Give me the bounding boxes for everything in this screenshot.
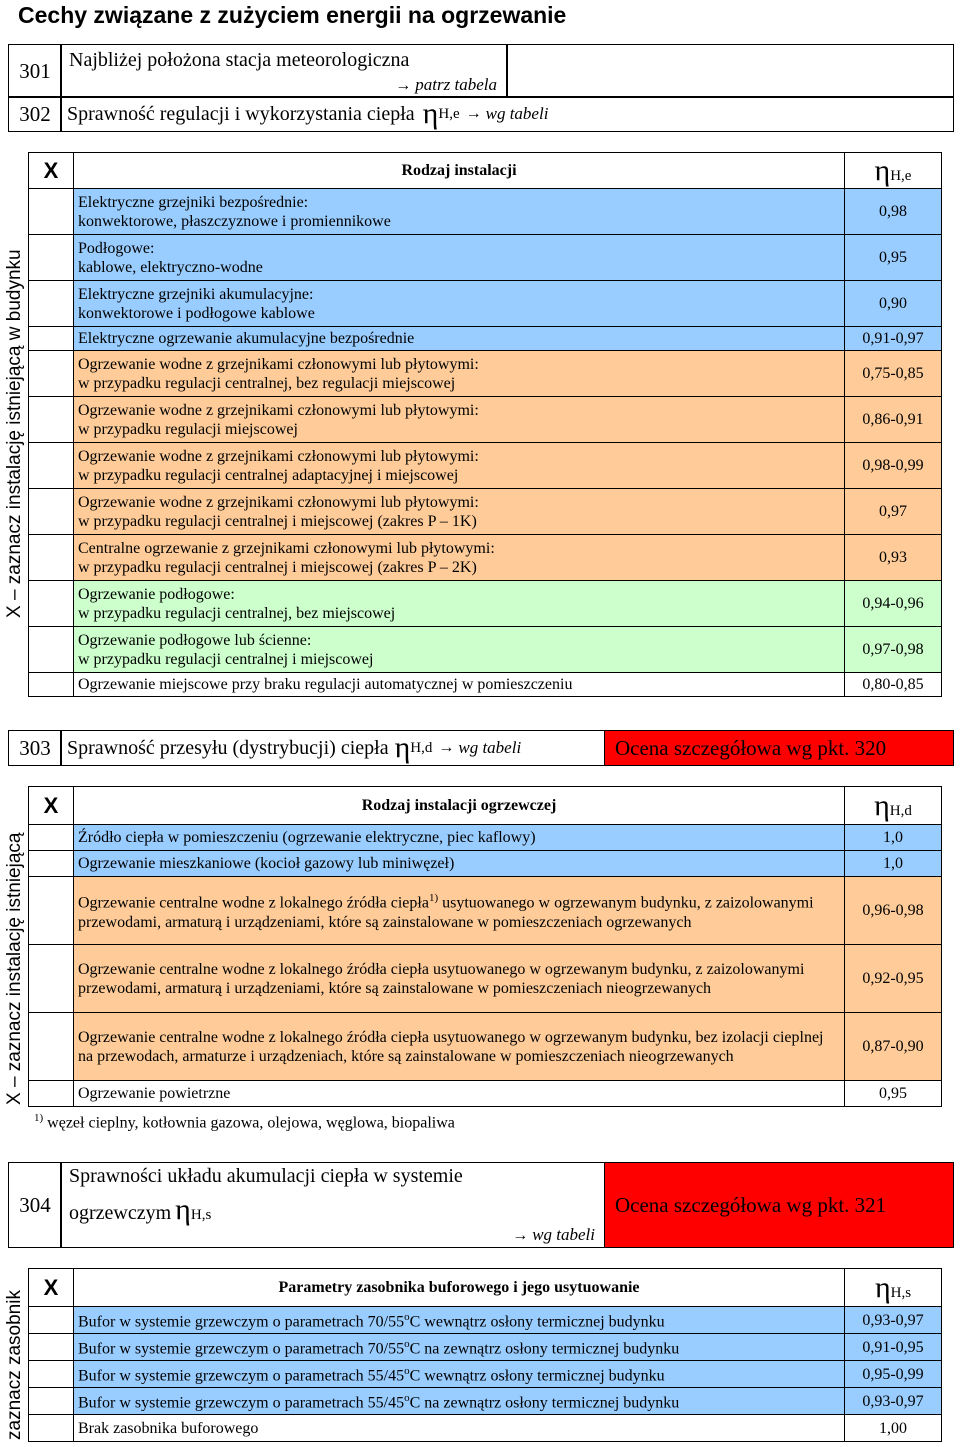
row-description	[74, 235, 845, 281]
eta-symbol: η	[422, 97, 439, 130]
eta-symbol: η	[874, 1270, 891, 1304]
row-description	[74, 351, 845, 397]
row-checkbox[interactable]	[29, 851, 74, 877]
table-row	[29, 1361, 942, 1388]
table-row	[29, 489, 942, 535]
footnote-ref: 1)	[428, 892, 439, 905]
row-value: 0,95-0,99	[845, 1361, 942, 1388]
header-installation-type: Rodzaj instalacji	[74, 153, 845, 189]
table-installation-types	[28, 152, 942, 697]
row-value: 0,95	[845, 1081, 942, 1107]
table-row	[29, 235, 942, 281]
row-checkbox[interactable]	[29, 281, 74, 327]
row-value: 0,95	[845, 235, 942, 281]
table-row	[29, 281, 942, 327]
row-line1: Ogrzewanie wodne z grzejnikami członowymi lub płytowymi:	[78, 355, 479, 373]
degree-mark: o	[404, 1365, 410, 1378]
section-304-box	[60, 1162, 606, 1248]
table-row	[29, 189, 942, 235]
row-checkbox[interactable]	[29, 443, 74, 489]
row-value: 0,96-0,98	[845, 877, 942, 945]
row-checkbox[interactable]	[29, 1388, 74, 1415]
row-checkbox[interactable]	[29, 673, 74, 697]
row-description	[74, 1415, 845, 1442]
row-value: 0,93-0,97	[845, 1307, 942, 1334]
eta-subscript: H,s	[890, 1284, 912, 1301]
row-checkbox[interactable]	[29, 1415, 74, 1442]
degree-mark: o	[404, 1392, 410, 1405]
row-description	[74, 397, 845, 443]
arrow-icon: →	[512, 1227, 529, 1244]
row-line1: Podłogowe:	[78, 239, 155, 257]
row-line2: konwektorowe i podłogowe kablowe	[78, 304, 315, 322]
row-text-part1: Ogrzewanie centralne wodne z lokalnego źródła ciepła	[78, 894, 429, 912]
eta-subscript: H,s	[190, 1207, 212, 1223]
row-checkbox[interactable]	[29, 489, 74, 535]
row-description	[74, 327, 845, 351]
row-text-part1: Bufor w systemie grzewczym o parametrach 55/45	[78, 1394, 405, 1412]
section-301-ref: patrz tabela	[415, 75, 497, 94]
row-text: Ogrzewanie powietrzne	[78, 1085, 231, 1102]
footnote-mark: 1)	[34, 1112, 44, 1124]
table2-header-row	[29, 787, 942, 825]
table-row	[29, 945, 942, 1013]
row-text-part1: Bufor w systemie grzewczym o parametrach 55/45	[78, 1367, 405, 1385]
row-description	[74, 1388, 845, 1415]
row-text-part2: C na zewnątrz osłony termicznej budynku	[409, 1394, 680, 1412]
section-304-text-line1: Sprawności układu akumulacji ciepła w systemie	[69, 1165, 463, 1187]
eta-symbol: η	[394, 731, 411, 764]
row-value: 1,0	[845, 825, 942, 851]
section-303-alert: Ocena szczegółowa wg pkt. 320	[604, 730, 954, 766]
row-line1: Elektryczne grzejniki bezpośrednie:	[78, 193, 309, 211]
row-line2: w przypadku regulacji centralnej, bez regulacji miejscowej	[78, 374, 456, 392]
row-checkbox[interactable]	[29, 1361, 74, 1388]
table-heating-systems	[28, 786, 942, 1107]
section-304-ref: wg tabeli	[532, 1225, 595, 1244]
row-value: 0,75-0,85	[845, 351, 942, 397]
table3-side-label: zaznacz zasobnik	[4, 1290, 25, 1440]
table-row	[29, 1081, 942, 1107]
row-checkbox[interactable]	[29, 825, 74, 851]
row-line1: Elektryczne grzejniki akumulacyjne:	[78, 285, 314, 303]
arrow-icon: →	[438, 739, 455, 756]
eta-subscript: H,d	[889, 802, 912, 819]
section-302-ref: wg tabeli	[485, 104, 549, 123]
row-text-part2: C wewnątrz osłony termicznej budynku	[409, 1367, 665, 1385]
row-description	[74, 1081, 845, 1107]
row-line2: w przypadku regulacji centralnej adaptacyjnej i miejscowej	[78, 466, 459, 484]
footnote	[34, 1112, 455, 1132]
degree-mark: o	[404, 1311, 410, 1324]
row-value: 0,90	[845, 281, 942, 327]
row-description	[74, 1013, 845, 1081]
row-line2: w przypadku regulacji centralnej, bez miejscowej	[78, 604, 396, 622]
row-value: 0,92-0,95	[845, 945, 942, 1013]
row-checkbox[interactable]	[29, 945, 74, 1013]
table-row	[29, 327, 942, 351]
section-301-text: Najbliżej położona stacja meteorologiczna	[69, 49, 410, 71]
header-x: X	[29, 787, 74, 825]
row-value: 0,98	[845, 189, 942, 235]
row-checkbox[interactable]	[29, 877, 74, 945]
row-line2: w przypadku regulacji centralnej i miejscowej (zakres P – 1K)	[78, 512, 477, 530]
row-checkbox[interactable]	[29, 1307, 74, 1334]
row-value: 0,97	[845, 489, 942, 535]
row-description	[74, 1307, 845, 1334]
table-row	[29, 1334, 942, 1361]
arrow-icon: →	[465, 105, 482, 122]
header-buffer-params: Parametry zasobnika buforowego i jego usytuowanie	[74, 1269, 845, 1307]
section-301-input[interactable]	[506, 44, 954, 98]
row-description	[74, 189, 845, 235]
header-x: X	[29, 153, 74, 189]
table2-side-label: X – zaznacz instalację istniejącą	[4, 832, 25, 1105]
row-checkbox[interactable]	[29, 327, 74, 351]
table-row	[29, 351, 942, 397]
section-303-ref: wg tabeli	[458, 738, 522, 757]
eta-subscript: H,e	[890, 167, 912, 184]
row-checkbox[interactable]	[29, 1081, 74, 1107]
row-value: 0,91-0,95	[845, 1334, 942, 1361]
table-row	[29, 1307, 942, 1334]
table-row	[29, 627, 942, 673]
table3-header-row	[29, 1269, 942, 1307]
table-row	[29, 825, 942, 851]
row-value: 0,91-0,97	[845, 327, 942, 351]
arrow-icon: →	[395, 77, 412, 94]
row-description	[74, 825, 845, 851]
row-text: Ogrzewanie centralne wodne z lokalnego źródła ciepła usytuowanego w ogrzewanym budynku, bez izolacji cieplnej na przewodach, armaturze i urządzeniach, które są zainstalowane w pomieszczeniach nieogrzewanych	[78, 1028, 824, 1065]
row-text-part1: Brak zasobnika buforowego	[78, 1419, 259, 1437]
section-304-alert: Ocena szczegółowa wg pkt. 321	[604, 1162, 954, 1248]
row-line2: kablowe, elektryczno-wodne	[78, 258, 263, 276]
row-text-part2: C wewnątrz osłony termicznej budynku	[409, 1313, 665, 1331]
row-value: 0,93-0,97	[845, 1388, 942, 1415]
row-description	[74, 535, 845, 581]
row-checkbox[interactable]	[29, 1013, 74, 1081]
row-value: 0,98-0,99	[845, 443, 942, 489]
row-value: 1,00	[845, 1415, 942, 1442]
row-line1: Ogrzewanie podłogowe:	[78, 585, 235, 603]
eta-symbol: η	[874, 788, 890, 822]
row-line2: konwektorowe, płaszczyznowe i promiennikowe	[78, 212, 391, 230]
row-checkbox[interactable]	[29, 351, 74, 397]
row-text-part2: C na zewnątrz osłony termicznej budynku	[409, 1340, 680, 1358]
table-buffer-tanks	[28, 1268, 942, 1442]
row-line2: w przypadku regulacji centralnej i miejscowej (zakres P – 2K)	[78, 558, 477, 576]
row-checkbox[interactable]	[29, 627, 74, 673]
table1-header-row	[29, 153, 942, 189]
section-301-number: 301	[8, 44, 62, 98]
section-303-box	[60, 730, 606, 766]
row-text: Źródło ciepła w pomieszczeniu (ogrzewanie elektryczne, piec kaflowy)	[78, 829, 536, 846]
row-text-part1: Bufor w systemie grzewczym o parametrach 70/55	[78, 1340, 405, 1358]
row-description	[74, 627, 845, 673]
table-row	[29, 673, 942, 697]
row-text: Ogrzewanie mieszkaniowe (kocioł gazowy lub miniwęzeł)	[78, 855, 455, 872]
row-description	[74, 1361, 845, 1388]
row-checkbox[interactable]	[29, 1334, 74, 1361]
footnote-text: węzeł cieplny, kotłownia gazowa, olejowa, węglowa, biopaliwa	[47, 1114, 455, 1132]
row-text: Ogrzewanie centralne wodne z lokalnego źródła ciepła usytuowanego w ogrzewanym budynku, z zaizolowanymi przewodami, armaturą i urządzeniami, które są zainstalowane w pomieszczeniach nieogrzewanych	[78, 960, 805, 997]
row-value: 0,94-0,96	[845, 581, 942, 627]
section-304-text-line2: ogrzewczym	[69, 1202, 172, 1224]
eta-subscript: H,d	[410, 739, 433, 756]
row-line1: Ogrzewanie wodne z grzejnikami członowymi lub płytowymi:	[78, 493, 479, 511]
row-description	[74, 281, 845, 327]
section-302-text: Sprawność regulacji i wykorzystania ciepła	[67, 102, 415, 125]
section-302-number: 302	[8, 96, 62, 132]
row-description	[74, 851, 845, 877]
table1-side-label: X – zaznacz instalację istniejącą w budynku	[4, 249, 25, 618]
row-description	[74, 1334, 845, 1361]
row-value: 0,97-0,98	[845, 627, 942, 673]
header-x: X	[29, 1269, 74, 1307]
header-heating-type: Rodzaj instalacji ogrzewczej	[74, 787, 845, 825]
row-value: 0,80-0,85	[845, 673, 942, 697]
row-checkbox[interactable]	[29, 581, 74, 627]
row-value: 0,86-0,91	[845, 397, 942, 443]
row-line1: Elektryczne ogrzewanie akumulacyjne bezpośrednie	[78, 330, 415, 347]
row-line1: Ogrzewanie miejscowe przy braku regulacji automatycznej w pomieszczeniu	[78, 676, 573, 693]
section-304-number: 304	[8, 1162, 62, 1248]
row-value: 0,93	[845, 535, 942, 581]
section-303-text: Sprawność przesyłu (dystrybucji) ciepła	[67, 736, 389, 759]
eta-symbol: η	[874, 153, 891, 187]
row-value: 0,87-0,90	[845, 1013, 942, 1081]
table-row	[29, 535, 942, 581]
row-description	[74, 673, 845, 697]
row-line2: w przypadku regulacji miejscowej	[78, 420, 298, 438]
row-checkbox[interactable]	[29, 397, 74, 443]
row-description	[74, 443, 845, 489]
row-checkbox[interactable]	[29, 189, 74, 235]
row-line1: Ogrzewanie wodne z grzejnikami członowymi lub płytowymi:	[78, 401, 479, 419]
table-row	[29, 1388, 942, 1415]
table-row	[29, 851, 942, 877]
section-303-number: 303	[8, 730, 62, 766]
section-302-box	[60, 96, 954, 132]
row-checkbox[interactable]	[29, 535, 74, 581]
section-301-box	[60, 44, 508, 98]
page-title: Cechy związane z zużyciem energii na ogrzewanie	[18, 2, 567, 28]
table-row	[29, 397, 942, 443]
row-checkbox[interactable]	[29, 235, 74, 281]
eta-subscript: H,e	[438, 105, 460, 122]
table-row	[29, 581, 942, 627]
row-description	[74, 877, 845, 945]
table-row	[29, 1013, 942, 1081]
row-description	[74, 945, 845, 1013]
row-line1: Ogrzewanie podłogowe lub ścienne:	[78, 631, 312, 649]
eta-symbol: η	[175, 1193, 191, 1226]
row-description	[74, 581, 845, 627]
row-value: 1,0	[845, 851, 942, 877]
table-row	[29, 1415, 942, 1442]
table-row	[29, 443, 942, 489]
table-row	[29, 877, 942, 945]
row-text-part2: usytuowanego w ogrzewanym budynku, z zaizolowanymi przewodami, armaturą i urządzeniami, które są zainstalowane w pomieszczeniach ogrzewanych	[78, 894, 814, 931]
row-line1: Centralne ogrzewanie z grzejnikami członowymi lub płytowymi:	[78, 539, 495, 557]
degree-mark: o	[404, 1338, 410, 1351]
row-text-part1: Bufor w systemie grzewczym o parametrach 70/55	[78, 1313, 405, 1331]
row-line2: w przypadku regulacji centralnej i miejscowej	[78, 650, 374, 668]
row-description	[74, 489, 845, 535]
row-line1: Ogrzewanie wodne z grzejnikami członowymi lub płytowymi:	[78, 447, 479, 465]
